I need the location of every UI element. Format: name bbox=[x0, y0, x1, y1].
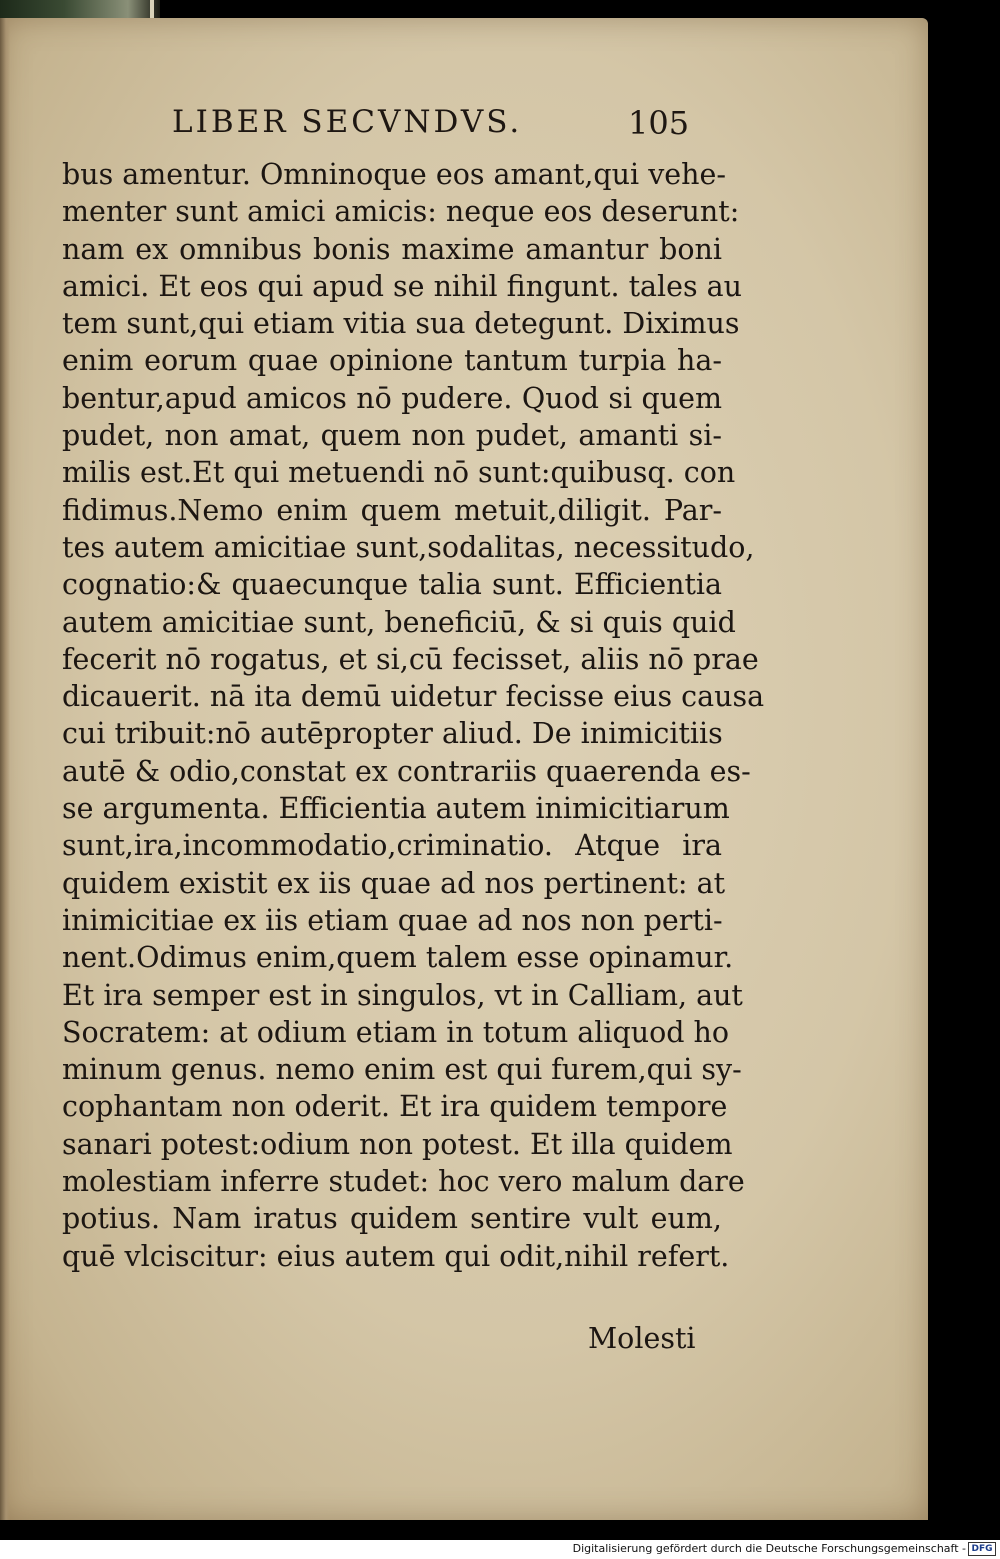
catchword: Molesti bbox=[588, 1322, 696, 1355]
text-line: minum genus. nemo enim est qui furem,qui sy- bbox=[62, 1053, 742, 1087]
text-line: dicauerit. nā ita demū uidetur fecisse eius causa bbox=[62, 680, 765, 714]
text-line: menter sunt amici amicis: neque eos deserunt: bbox=[62, 195, 740, 229]
text-line: nam ex omnibus bonis maxime amantur boni bbox=[62, 232, 722, 266]
text-line: Et ira semper est in singulos, vt in Calliam, aut bbox=[62, 978, 743, 1012]
text-line: milis est.Et qui metuendi nō sunt:quibusq. con bbox=[62, 456, 736, 490]
text-line: pudet, non amat, quem non pudet, amanti si- bbox=[62, 419, 722, 453]
funding-credit: Digitalisierung gefördert durch die Deutsche Forschungsgemeinschaft - bbox=[572, 1542, 966, 1555]
text-line: tem sunt,qui etiam vitia sua detegunt. Diximus bbox=[62, 307, 740, 341]
text-line: fidimus.Nemo enim quem metuit,diligit. Par- bbox=[62, 493, 722, 527]
text-line: enim eorum quae opinione tantum turpia ha- bbox=[62, 344, 722, 378]
text-line: Socratem: at odium etiam in totum aliquod ho bbox=[62, 1015, 730, 1049]
running-head: LIBER SECVNDVS. bbox=[172, 104, 523, 140]
text-line: bus amentur. Omninoque eos amant,qui vehe- bbox=[62, 158, 727, 191]
body-text bbox=[62, 156, 765, 1275]
text-line: autē & odio,constat ex contrariis quaerenda es- bbox=[62, 754, 751, 788]
text-line: inimicitiae ex iis etiam quae ad nos non perti- bbox=[62, 903, 723, 937]
text-line: molestiam inferre studet: hoc vero malum dare bbox=[62, 1165, 745, 1199]
text-line: sunt,ira,incommodatio,criminatio. Atque ira bbox=[62, 829, 722, 863]
text-line: amici. Et eos qui apud se nihil fingunt. tales au bbox=[62, 269, 743, 303]
text-line: cognatio:& quaecunque talia sunt. Efficientia bbox=[62, 568, 722, 602]
text-line: quidem existit ex iis quae ad nos pertinent: at bbox=[62, 866, 726, 900]
text-line: quē vlciscitur: eius autem qui odit,nihil refert. bbox=[62, 1239, 730, 1273]
dfg-logo-icon: DFG bbox=[968, 1542, 996, 1556]
text-line: autem amicitiae sunt, beneficiū, & si quis quid bbox=[62, 605, 736, 639]
text-line: cophantam non oderit. Et ira quidem tempore bbox=[62, 1090, 728, 1124]
page-number: 105 bbox=[628, 104, 690, 142]
text-line: tes autem amicitiae sunt,sodalitas, necessitudo, bbox=[62, 530, 755, 564]
text-line: se argumenta. Efficientia autem inimicitiarum bbox=[62, 792, 730, 826]
text-line: potius. Nam iratus quidem sentire vult eum, bbox=[62, 1202, 722, 1236]
page-gutter-shadow bbox=[0, 18, 10, 1520]
text-line: cui tribuit:nō autēpropter aliud. De inimicitiis bbox=[62, 717, 723, 751]
text-line: sanari potest:odium non potest. Et illa quidem bbox=[62, 1127, 733, 1161]
text-line: nent.Odimus enim,quem talem esse opinamur. bbox=[62, 941, 734, 975]
text-line: fecerit nō rogatus, et si,cū fecisset, aliis nō prae bbox=[62, 642, 759, 676]
text-line: bentur,apud amicos nō pudere. Quod si quem bbox=[62, 381, 722, 415]
